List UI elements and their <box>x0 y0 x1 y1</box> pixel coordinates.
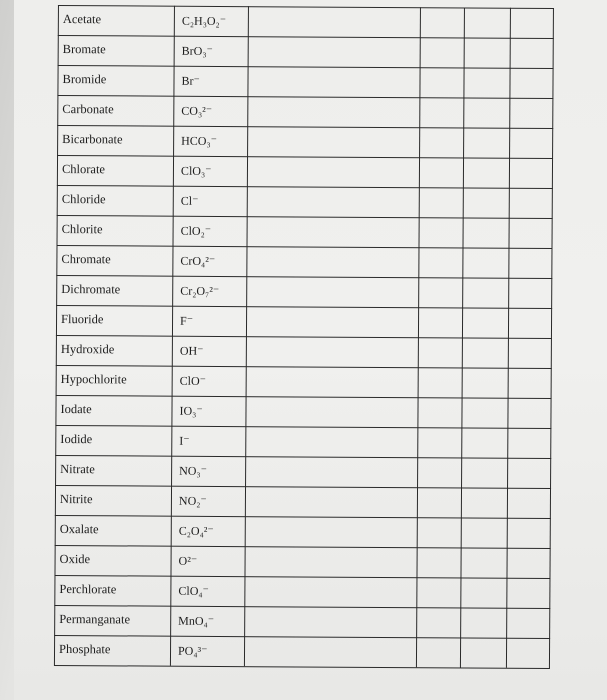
table-row <box>57 185 553 218</box>
table-row <box>56 275 552 308</box>
ion-name: Chlorite <box>61 222 103 237</box>
table-row <box>55 395 551 428</box>
ion-formula: O²⁻ <box>178 553 198 568</box>
worksheet-paper <box>14 0 607 700</box>
ion-name: Carbonate <box>62 102 114 117</box>
ion-name: Oxalate <box>59 522 99 537</box>
table-row <box>54 605 550 638</box>
ion-name: Iodide <box>60 432 93 447</box>
ion-name: Bromate <box>62 42 106 57</box>
ion-name: Bicarbonate <box>62 132 123 147</box>
table-row <box>55 485 551 518</box>
ion-formula: MnO₄⁻ <box>178 613 215 628</box>
ion-name: Hydroxide <box>60 342 115 357</box>
ion-table <box>54 0 554 671</box>
ion-name: Fluoride <box>61 312 104 327</box>
table-row <box>57 95 553 128</box>
table-row <box>57 215 553 248</box>
ion-formula: BrO₃⁻ <box>181 43 213 58</box>
ion-formula: ClO₂⁻ <box>180 223 212 238</box>
table-row <box>54 545 550 578</box>
ion-name: Permanganate <box>59 612 131 627</box>
ion-name: Nitrite <box>59 492 93 507</box>
ion-formula: CrO₄²⁻ <box>180 253 216 268</box>
table-row <box>57 155 553 188</box>
ion-formula: F⁻ <box>180 313 194 328</box>
ion-formula: IO₃⁻ <box>179 403 203 418</box>
ion-name: Perchlorate <box>59 582 117 597</box>
ion-name: Acetate <box>62 12 102 27</box>
table-row <box>54 635 550 668</box>
ion-formula: HCO₃⁻ <box>181 133 218 148</box>
table-row <box>55 455 551 488</box>
ion-formula: C₂O₄²⁻ <box>178 523 214 538</box>
table-row <box>56 335 552 368</box>
ion-name: Dichromate <box>61 282 121 297</box>
table-row <box>54 575 550 608</box>
ion-name: Bromide <box>62 72 107 87</box>
ion-formula: C₂H₃O₂⁻ <box>181 13 227 29</box>
ion-name: Chromate <box>61 252 111 267</box>
ion-formula: CO₃²⁻ <box>181 103 213 118</box>
ion-name: Nitrate <box>60 462 95 477</box>
table-row <box>58 35 554 68</box>
table-row <box>57 65 553 98</box>
ion-formula: NO₃⁻ <box>179 463 208 478</box>
ion-name: Chloride <box>61 192 106 207</box>
ion-formula: PO₄³⁻ <box>177 643 208 658</box>
ion-formula: Cl⁻ <box>180 193 199 208</box>
table-row <box>55 425 551 458</box>
table-row <box>57 125 553 158</box>
ion-name: Iodate <box>60 402 92 417</box>
ion-formula: NO₂⁻ <box>178 493 207 508</box>
ion-formula: OH⁻ <box>179 343 204 358</box>
table-row <box>56 365 552 398</box>
ion-name: Hypochlorite <box>60 372 127 387</box>
ion-name: Chlorate <box>61 162 106 177</box>
ion-formula: Cr₂O₇²⁻ <box>180 283 220 298</box>
ion-formula: ClO₃⁻ <box>180 163 212 178</box>
ion-name: Oxide <box>59 552 91 567</box>
ion-formula: I⁻ <box>179 433 190 448</box>
ion-formula: Br⁻ <box>181 73 200 88</box>
ion-formula: ClO₄⁻ <box>178 583 209 598</box>
table-row <box>58 5 554 38</box>
table-row <box>55 515 551 548</box>
ion-name: Phosphate <box>58 642 111 657</box>
ion-formula: ClO⁻ <box>179 373 207 388</box>
table-row <box>56 245 552 278</box>
table-row <box>56 305 552 338</box>
